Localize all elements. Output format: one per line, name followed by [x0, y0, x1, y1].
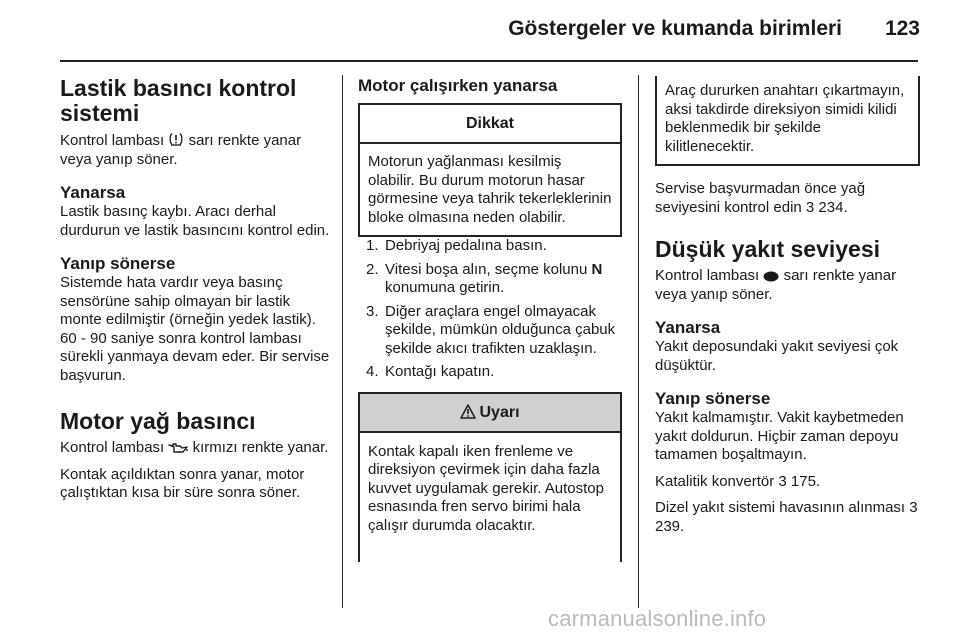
warning-text: Kontak kapalı iken frenleme ve direksiyon çevirmek için daha fazla kuvvet uygulamak gerekir. Autostop esnasında fren servo birimi hala çalışır durumda olacaktır. [368, 442, 604, 534]
cross-reference[interactable]: 3 239. [655, 499, 918, 535]
warning-continued-text: Araç dururken anahtarı çıkartmayın, aksi takdirde direksiyon simidi kilidi beklenmedik bir şekilde kilitlenecektir. [665, 82, 905, 155]
low-fuel-heading: Düşük yakıt seviyesi [655, 236, 881, 262]
catalytic-text: Katalitik konvertör 3 175. [655, 472, 821, 490]
service-text: Servise başvurmadan önce yağ seviyesini kontrol edin 3 234. [655, 180, 866, 216]
caution-title: Dikkat [360, 105, 620, 144]
column-2 [358, 76, 622, 562]
fuel-lit-heading: Yanarsa [655, 318, 721, 337]
warning-box [358, 392, 622, 562]
tire-lit-text: Lastik basınç kaybı. Aracı derhal durdurun ve lastik basıncını kontrol edin. [60, 203, 330, 239]
column-divider-1 [342, 75, 343, 608]
list-item: 2. Vitesi boşa alın, seçme kolunu N konumuna getirin. [366, 260, 603, 296]
column-divider-2 [638, 75, 639, 608]
fuel-flash-text: Yakıt kalmamıştır. Vakit kaybetmeden yakıt doldurun. Hiçbir zaman depoyu tamamen boşaltmayın. [655, 409, 904, 463]
list-item: 1. Debriyaj pedalına basın. [366, 237, 547, 254]
oil-can-icon [168, 441, 188, 454]
running-header-title: Göstergeler ve kumanda birimleri [508, 17, 842, 40]
warning-title: Uyarı [360, 394, 620, 433]
tire-pressure-intro: Kontrol lambası sarı renkte yanar veya yanıp söner. [60, 132, 302, 168]
column-3 [655, 76, 920, 536]
tire-pressure-icon [168, 131, 184, 147]
warning-triangle-icon [460, 404, 476, 419]
caution-box [358, 103, 622, 237]
oil-pressure-heading: Motor yağ basıncı [60, 408, 256, 434]
cross-reference[interactable]: 3 175. [778, 472, 821, 490]
fuel-flash-heading: Yanıp sönerse [655, 389, 771, 408]
warning-box-continued [655, 76, 920, 166]
tire-flash-heading: Yanıp sönerse [60, 254, 176, 273]
column-1 [60, 76, 332, 503]
diesel-text: Dizel yakıt sistemi havasının alınması 3 239. [655, 499, 918, 535]
watermark: carmanualsonline.info [548, 606, 767, 631]
list-item: 4. Kontağı kapatın. [366, 363, 495, 380]
low-fuel-intro: Kontrol lambası sarı renkte yanar veya yanıp söner. [655, 267, 897, 303]
tire-lit-heading: Yanarsa [60, 183, 126, 202]
cross-reference[interactable]: 3 234. [805, 198, 848, 216]
list-item: 3. Diğer araçlara engel olmayacak şekilde, mümkün olduğunca çabuk şekilde akıcı trafikten uzaklaşın. [366, 302, 616, 357]
page-number: 123 [884, 17, 920, 40]
tire-flash-text: Sistemde hata vardır veya basınç sensörüne sahip olmayan bir lastik monte edilmiştir (örneğin yedek lastik). 60 - 90 saniye sonra kontrol lambası sürekli yanmaya devam eder. Bir servise başvurun. [60, 274, 330, 384]
oil-pressure-text: Kontak açıldıktan sonra yanar, motor çalıştıktan kısa bir süre sonra söner. [60, 465, 305, 501]
oil-pressure-intro: Kontrol lambası kırmızı renkte yanar. [60, 439, 329, 456]
engine-running-heading: Motor çalışırken yanarsa [358, 76, 558, 95]
steps-list [358, 237, 622, 382]
caution-text: Motorun yağlanması kesilmiş olabilir. Bu durum motorun hasar görmesine veya tahrik tekerleklerinin bloke olmasına neden olabilir. [368, 153, 612, 226]
fuel-icon [763, 271, 779, 282]
fuel-lit-text: Yakıt deposundaki yakıt seviyesi çok düşüktür. [655, 338, 899, 374]
tire-pressure-heading: Lastik basıncı kontrol sistemi [60, 75, 297, 126]
header-rule [60, 60, 918, 62]
